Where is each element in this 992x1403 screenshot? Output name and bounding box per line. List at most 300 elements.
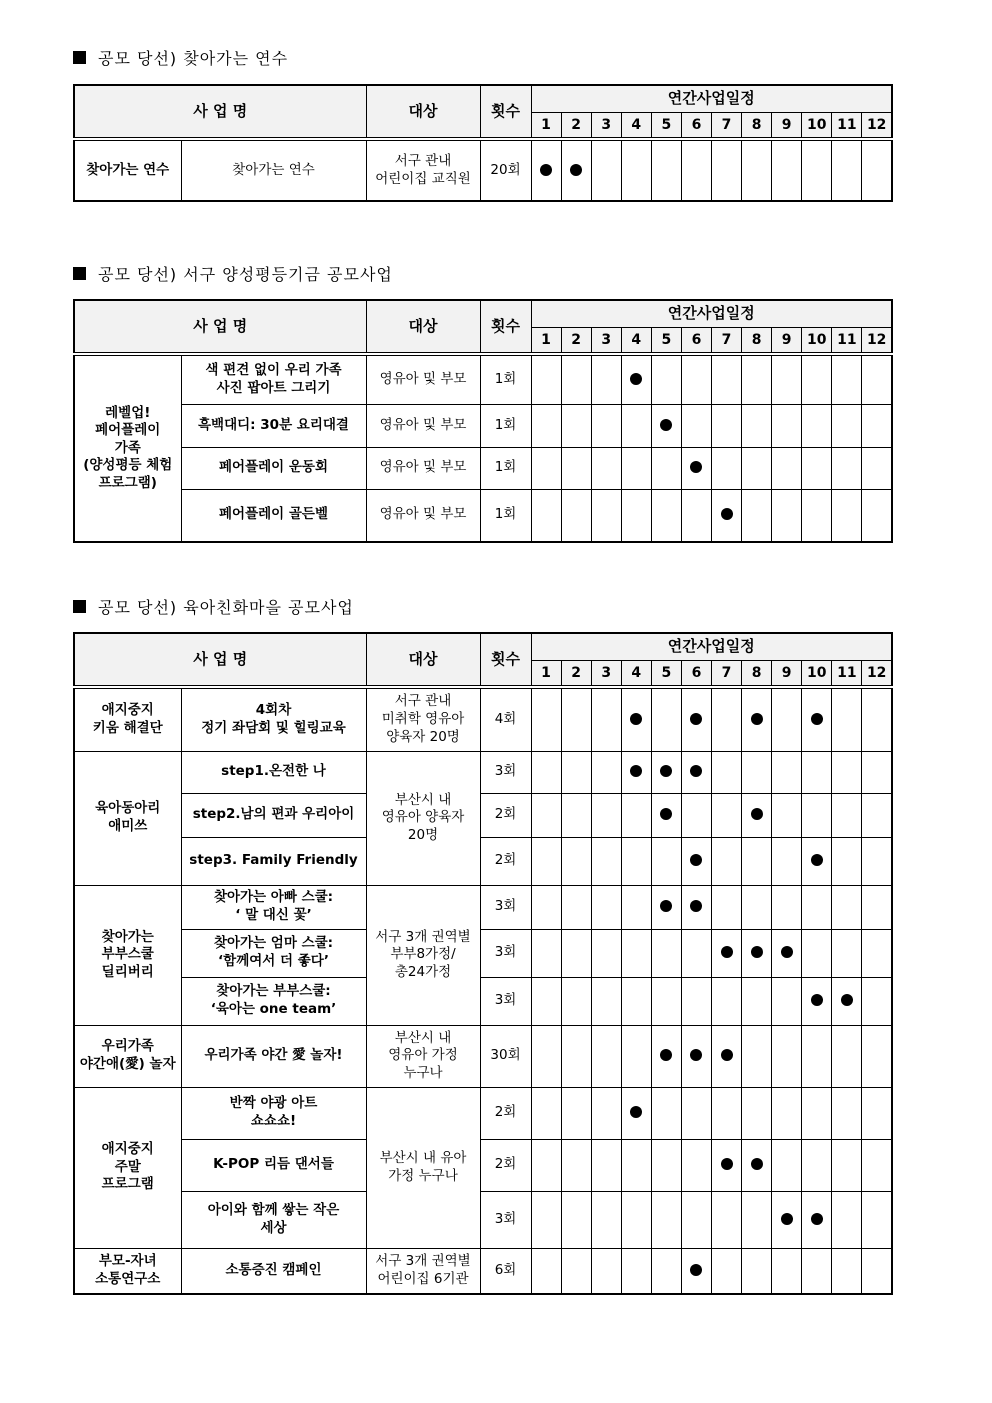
month-cell-10 xyxy=(802,1191,832,1248)
month-cell-10 xyxy=(802,929,832,977)
month-cell-3 xyxy=(591,1025,621,1087)
month-cell-5 xyxy=(651,885,681,929)
month-cell-3 xyxy=(591,929,621,977)
month-cell-9 xyxy=(772,447,802,489)
month-cell-2 xyxy=(561,404,591,447)
program-name: 찾아가는 엄마 스쿨: ‘함께여서 더 좋다’ xyxy=(181,929,366,977)
schedule-table-3 xyxy=(73,632,893,1295)
month-cell-12 xyxy=(862,793,892,837)
month-cell-2 xyxy=(561,447,591,489)
header-target: 대상 xyxy=(366,300,480,354)
month-cell-9 xyxy=(772,687,802,751)
program-name: step2.남의 편과 우리아이 xyxy=(181,793,366,837)
month-cell-5 xyxy=(651,1087,681,1139)
month-cell-6 xyxy=(681,977,711,1025)
month-cell-6 xyxy=(681,751,711,793)
month-cell-6 xyxy=(681,885,711,929)
month-cell-2 xyxy=(561,139,591,201)
header-count: 횟수 xyxy=(480,85,531,139)
header-program-name: 사 업 명 xyxy=(74,85,366,139)
scheduled-dot-icon xyxy=(660,765,672,777)
month-cell-4 xyxy=(621,489,651,542)
scheduled-dot-icon xyxy=(781,1213,793,1225)
square-bullet-icon xyxy=(73,267,86,280)
scheduled-dot-icon xyxy=(811,854,823,866)
month-cell-4 xyxy=(621,139,651,201)
month-cell-12 xyxy=(862,447,892,489)
month-cell-2 xyxy=(561,793,591,837)
scheduled-dot-icon xyxy=(690,854,702,866)
month-cell-7 xyxy=(711,139,741,201)
header-row xyxy=(74,85,892,113)
program-name: 페어플레이 운동회 xyxy=(181,447,366,489)
month-cell-6 xyxy=(681,139,711,201)
month-cell-7 xyxy=(711,793,741,837)
program-count: 1회 xyxy=(480,404,531,447)
header-month-9: 9 xyxy=(772,113,802,140)
square-bullet-icon xyxy=(73,600,86,613)
month-cell-6 xyxy=(681,1025,711,1087)
header-month-4: 4 xyxy=(621,113,651,140)
month-cell-8 xyxy=(742,687,772,751)
header-count: 횟수 xyxy=(480,633,531,687)
month-cell-3 xyxy=(591,1139,621,1191)
month-cell-11 xyxy=(832,977,862,1025)
month-cell-1 xyxy=(531,354,561,404)
header-month-2: 2 xyxy=(561,328,591,355)
program-target: 부산시 내 유아 가정 누구나 xyxy=(366,1087,480,1248)
month-cell-5 xyxy=(651,139,681,201)
month-cell-8 xyxy=(742,751,772,793)
scheduled-dot-icon xyxy=(660,419,672,431)
month-cell-7 xyxy=(711,837,741,885)
program-count: 3회 xyxy=(480,885,531,929)
month-cell-4 xyxy=(621,1025,651,1087)
month-cell-6 xyxy=(681,929,711,977)
month-cell-9 xyxy=(772,354,802,404)
scheduled-dot-icon xyxy=(721,508,733,520)
month-cell-10 xyxy=(802,687,832,751)
program-group: 애지중지 키움 해결단 xyxy=(74,687,181,751)
header-month-4: 4 xyxy=(621,328,651,355)
month-cell-9 xyxy=(772,751,802,793)
month-cell-10 xyxy=(802,1087,832,1139)
month-cell-7 xyxy=(711,977,741,1025)
program-target: 영유아 및 부모 xyxy=(366,447,480,489)
program-target: 부산시 내 영유아 양육자 20명 xyxy=(366,751,480,885)
month-cell-11 xyxy=(832,751,862,793)
month-cell-9 xyxy=(772,404,802,447)
month-cell-5 xyxy=(651,1248,681,1294)
table-row xyxy=(74,929,892,977)
program-name: 흑백대디: 30분 요리대결 xyxy=(181,404,366,447)
month-cell-6 xyxy=(681,837,711,885)
program-count: 1회 xyxy=(480,447,531,489)
month-cell-1 xyxy=(531,404,561,447)
month-cell-11 xyxy=(832,885,862,929)
header-month-9: 9 xyxy=(772,661,802,688)
month-cell-10 xyxy=(802,793,832,837)
month-cell-8 xyxy=(742,837,772,885)
month-cell-4 xyxy=(621,1191,651,1248)
month-cell-8 xyxy=(742,1139,772,1191)
month-cell-10 xyxy=(802,1248,832,1294)
month-cell-12 xyxy=(862,489,892,542)
month-cell-9 xyxy=(772,1139,802,1191)
month-cell-1 xyxy=(531,1191,561,1248)
program-count: 3회 xyxy=(480,1191,531,1248)
section-title-2 xyxy=(73,262,393,285)
scheduled-dot-icon xyxy=(630,1106,642,1118)
month-cell-8 xyxy=(742,1087,772,1139)
header-month-9: 9 xyxy=(772,328,802,355)
scheduled-dot-icon xyxy=(811,713,823,725)
header-month-12: 12 xyxy=(862,328,892,355)
header-month-1: 1 xyxy=(531,328,561,355)
month-cell-5 xyxy=(651,447,681,489)
table-row xyxy=(74,977,892,1025)
program-group: 찾아가는 연수 xyxy=(74,139,181,201)
section-title-text: 공모 당선) 서구 양성평등기금 공모사업 xyxy=(98,265,393,284)
program-group: 레벨업! 페어플레이 가족 (양성평등 체험 프로그램) xyxy=(74,354,181,542)
month-cell-1 xyxy=(531,687,561,751)
month-cell-5 xyxy=(651,977,681,1025)
month-cell-9 xyxy=(772,929,802,977)
table-row xyxy=(74,793,892,837)
program-name: 반짝 야광 아트 쇼쇼쇼! xyxy=(181,1087,366,1139)
month-cell-10 xyxy=(802,977,832,1025)
scheduled-dot-icon xyxy=(630,713,642,725)
month-cell-11 xyxy=(832,793,862,837)
program-count: 2회 xyxy=(480,1087,531,1139)
month-cell-7 xyxy=(711,751,741,793)
month-cell-11 xyxy=(832,489,862,542)
program-count: 2회 xyxy=(480,793,531,837)
month-cell-5 xyxy=(651,1139,681,1191)
scheduled-dot-icon xyxy=(540,164,552,176)
scheduled-dot-icon xyxy=(751,946,763,958)
month-cell-7 xyxy=(711,354,741,404)
program-count: 1회 xyxy=(480,354,531,404)
month-cell-12 xyxy=(862,1248,892,1294)
month-cell-10 xyxy=(802,139,832,201)
month-cell-9 xyxy=(772,489,802,542)
table-row xyxy=(74,1139,892,1191)
header-month-10: 10 xyxy=(802,328,832,355)
month-cell-2 xyxy=(561,354,591,404)
month-cell-6 xyxy=(681,354,711,404)
header-month-12: 12 xyxy=(862,661,892,688)
month-cell-3 xyxy=(591,489,621,542)
month-cell-4 xyxy=(621,885,651,929)
month-cell-9 xyxy=(772,837,802,885)
program-name: 페어플레이 골든벨 xyxy=(181,489,366,542)
month-cell-7 xyxy=(711,489,741,542)
month-cell-11 xyxy=(832,687,862,751)
month-cell-1 xyxy=(531,489,561,542)
scheduled-dot-icon xyxy=(721,1049,733,1061)
month-cell-5 xyxy=(651,751,681,793)
month-cell-11 xyxy=(832,139,862,201)
program-count: 30회 xyxy=(480,1025,531,1087)
month-cell-3 xyxy=(591,1087,621,1139)
month-cell-2 xyxy=(561,837,591,885)
month-cell-8 xyxy=(742,1191,772,1248)
month-cell-3 xyxy=(591,1191,621,1248)
month-cell-3 xyxy=(591,793,621,837)
month-cell-1 xyxy=(531,1139,561,1191)
month-cell-10 xyxy=(802,837,832,885)
month-cell-4 xyxy=(621,354,651,404)
month-cell-9 xyxy=(772,139,802,201)
month-cell-1 xyxy=(531,139,561,201)
month-cell-12 xyxy=(862,354,892,404)
header-target: 대상 xyxy=(366,85,480,139)
program-name: K-POP 리듬 댄서들 xyxy=(181,1139,366,1191)
month-cell-10 xyxy=(802,354,832,404)
program-count: 20회 xyxy=(480,139,531,201)
program-count: 2회 xyxy=(480,1139,531,1191)
month-cell-3 xyxy=(591,354,621,404)
table-row xyxy=(74,1191,892,1248)
month-cell-12 xyxy=(862,1087,892,1139)
header-month-8: 8 xyxy=(742,661,772,688)
month-cell-1 xyxy=(531,751,561,793)
table-row xyxy=(74,354,892,404)
scheduled-dot-icon xyxy=(660,1049,672,1061)
header-program-name: 사 업 명 xyxy=(74,300,366,354)
month-cell-4 xyxy=(621,1139,651,1191)
header-month-4: 4 xyxy=(621,661,651,688)
month-cell-10 xyxy=(802,1139,832,1191)
table-row xyxy=(74,687,892,751)
program-name: step3. Family Friendly xyxy=(181,837,366,885)
table-row xyxy=(74,1248,892,1294)
program-target: 서구 관내 어린이집 교직원 xyxy=(366,139,480,201)
header-month-8: 8 xyxy=(742,328,772,355)
month-cell-12 xyxy=(862,929,892,977)
month-cell-4 xyxy=(621,929,651,977)
month-cell-4 xyxy=(621,793,651,837)
month-cell-8 xyxy=(742,404,772,447)
scheduled-dot-icon xyxy=(690,1264,702,1276)
program-target: 부산시 내 영유아 가정 누구나 xyxy=(366,1025,480,1087)
month-cell-8 xyxy=(742,447,772,489)
month-cell-10 xyxy=(802,404,832,447)
month-cell-1 xyxy=(531,1087,561,1139)
month-cell-6 xyxy=(681,1139,711,1191)
month-cell-6 xyxy=(681,793,711,837)
header-month-2: 2 xyxy=(561,661,591,688)
month-cell-8 xyxy=(742,1248,772,1294)
month-cell-10 xyxy=(802,447,832,489)
program-name: 소통증진 캠페인 xyxy=(181,1248,366,1294)
month-cell-12 xyxy=(862,885,892,929)
month-cell-4 xyxy=(621,447,651,489)
month-cell-7 xyxy=(711,1191,741,1248)
table-row xyxy=(74,751,892,793)
header-month-1: 1 xyxy=(531,113,561,140)
month-cell-5 xyxy=(651,837,681,885)
month-cell-5 xyxy=(651,929,681,977)
header-month-12: 12 xyxy=(862,113,892,140)
scheduled-dot-icon xyxy=(660,900,672,912)
month-cell-1 xyxy=(531,447,561,489)
scheduled-dot-icon xyxy=(781,946,793,958)
month-cell-8 xyxy=(742,354,772,404)
month-cell-6 xyxy=(681,687,711,751)
header-month-7: 7 xyxy=(711,328,741,355)
scheduled-dot-icon xyxy=(630,373,642,385)
month-cell-2 xyxy=(561,489,591,542)
scheduled-dot-icon xyxy=(721,946,733,958)
program-group: 애지중지 주말 프로그램 xyxy=(74,1087,181,1248)
scheduled-dot-icon xyxy=(811,1213,823,1225)
scheduled-dot-icon xyxy=(751,1158,763,1170)
month-cell-9 xyxy=(772,885,802,929)
month-cell-3 xyxy=(591,139,621,201)
table-row xyxy=(74,1025,892,1087)
month-cell-6 xyxy=(681,1087,711,1139)
month-cell-10 xyxy=(802,751,832,793)
program-name: 우리가족 야간 愛 놀자! xyxy=(181,1025,366,1087)
month-cell-12 xyxy=(862,139,892,201)
table-row xyxy=(74,139,892,201)
program-group: 찾아가는 부부스쿨 딜리버리 xyxy=(74,885,181,1025)
scheduled-dot-icon xyxy=(630,765,642,777)
month-cell-3 xyxy=(591,885,621,929)
month-cell-11 xyxy=(832,929,862,977)
month-cell-5 xyxy=(651,1191,681,1248)
header-count: 횟수 xyxy=(480,300,531,354)
month-cell-9 xyxy=(772,1248,802,1294)
schedule-table-2 xyxy=(73,299,893,543)
month-cell-1 xyxy=(531,837,561,885)
month-cell-5 xyxy=(651,1025,681,1087)
header-program-name: 사 업 명 xyxy=(74,633,366,687)
program-name: 아이와 함께 쌓는 작은 세상 xyxy=(181,1191,366,1248)
month-cell-12 xyxy=(862,1025,892,1087)
month-cell-4 xyxy=(621,687,651,751)
month-cell-4 xyxy=(621,1248,651,1294)
month-cell-9 xyxy=(772,1025,802,1087)
header-month-7: 7 xyxy=(711,661,741,688)
month-cell-9 xyxy=(772,977,802,1025)
month-cell-2 xyxy=(561,929,591,977)
month-cell-5 xyxy=(651,354,681,404)
header-month-5: 5 xyxy=(651,328,681,355)
scheduled-dot-icon xyxy=(811,994,823,1006)
program-target: 서구 3개 권역별 부부8가정/ 총24가정 xyxy=(366,885,480,1025)
header-month-11: 11 xyxy=(832,113,862,140)
month-cell-12 xyxy=(862,751,892,793)
month-cell-11 xyxy=(832,447,862,489)
program-count: 6회 xyxy=(480,1248,531,1294)
header-row xyxy=(74,633,892,661)
schedule-table-1 xyxy=(73,84,893,202)
scheduled-dot-icon xyxy=(751,808,763,820)
header-annual-schedule: 연간사업일정 xyxy=(531,300,892,328)
month-cell-7 xyxy=(711,687,741,751)
month-cell-5 xyxy=(651,404,681,447)
section-title-text: 공모 당선) 찾아가는 연수 xyxy=(98,49,289,68)
month-cell-7 xyxy=(711,885,741,929)
month-cell-8 xyxy=(742,885,772,929)
scheduled-dot-icon xyxy=(690,765,702,777)
scheduled-dot-icon xyxy=(721,1158,733,1170)
scheduled-dot-icon xyxy=(690,900,702,912)
month-cell-3 xyxy=(591,1248,621,1294)
month-cell-1 xyxy=(531,885,561,929)
month-cell-11 xyxy=(832,1025,862,1087)
month-cell-5 xyxy=(651,489,681,542)
month-cell-9 xyxy=(772,793,802,837)
month-cell-7 xyxy=(711,447,741,489)
program-name: 찾아가는 아빠 스쿨: ‘ 말 대신 꽃’ xyxy=(181,885,366,929)
month-cell-6 xyxy=(681,447,711,489)
month-cell-4 xyxy=(621,1087,651,1139)
header-month-3: 3 xyxy=(591,661,621,688)
month-cell-2 xyxy=(561,687,591,751)
header-month-5: 5 xyxy=(651,661,681,688)
header-month-8: 8 xyxy=(742,113,772,140)
header-month-10: 10 xyxy=(802,661,832,688)
program-count: 1회 xyxy=(480,489,531,542)
month-cell-2 xyxy=(561,751,591,793)
table-row xyxy=(74,885,892,929)
month-cell-11 xyxy=(832,354,862,404)
month-cell-9 xyxy=(772,1191,802,1248)
table-row xyxy=(74,837,892,885)
month-cell-5 xyxy=(651,687,681,751)
month-cell-8 xyxy=(742,793,772,837)
month-cell-1 xyxy=(531,793,561,837)
program-target: 서구 관내 미취학 영유아 양육자 20명 xyxy=(366,687,480,751)
program-group: 육아동아리 애미쓰 xyxy=(74,751,181,885)
program-count: 3회 xyxy=(480,929,531,977)
month-cell-4 xyxy=(621,404,651,447)
month-cell-3 xyxy=(591,751,621,793)
scheduled-dot-icon xyxy=(841,994,853,1006)
header-month-6: 6 xyxy=(681,661,711,688)
month-cell-7 xyxy=(711,404,741,447)
header-month-2: 2 xyxy=(561,113,591,140)
month-cell-3 xyxy=(591,447,621,489)
month-cell-6 xyxy=(681,1248,711,1294)
program-count: 4회 xyxy=(480,687,531,751)
scheduled-dot-icon xyxy=(660,808,672,820)
header-annual-schedule: 연간사업일정 xyxy=(531,85,892,113)
month-cell-9 xyxy=(772,1087,802,1139)
month-cell-2 xyxy=(561,1191,591,1248)
month-cell-7 xyxy=(711,1087,741,1139)
month-cell-2 xyxy=(561,1087,591,1139)
month-cell-11 xyxy=(832,1139,862,1191)
month-cell-3 xyxy=(591,404,621,447)
month-cell-10 xyxy=(802,489,832,542)
month-cell-4 xyxy=(621,837,651,885)
program-name: 색 편견 없이 우리 가족 사진 팝아트 그리기 xyxy=(181,354,366,404)
month-cell-12 xyxy=(862,687,892,751)
header-month-5: 5 xyxy=(651,113,681,140)
header-month-11: 11 xyxy=(832,328,862,355)
month-cell-8 xyxy=(742,139,772,201)
program-target: 서구 3개 권역별 어린이집 6기관 xyxy=(366,1248,480,1294)
scheduled-dot-icon xyxy=(690,1049,702,1061)
section-title-3 xyxy=(73,595,354,618)
table-row xyxy=(74,404,892,447)
month-cell-12 xyxy=(862,837,892,885)
